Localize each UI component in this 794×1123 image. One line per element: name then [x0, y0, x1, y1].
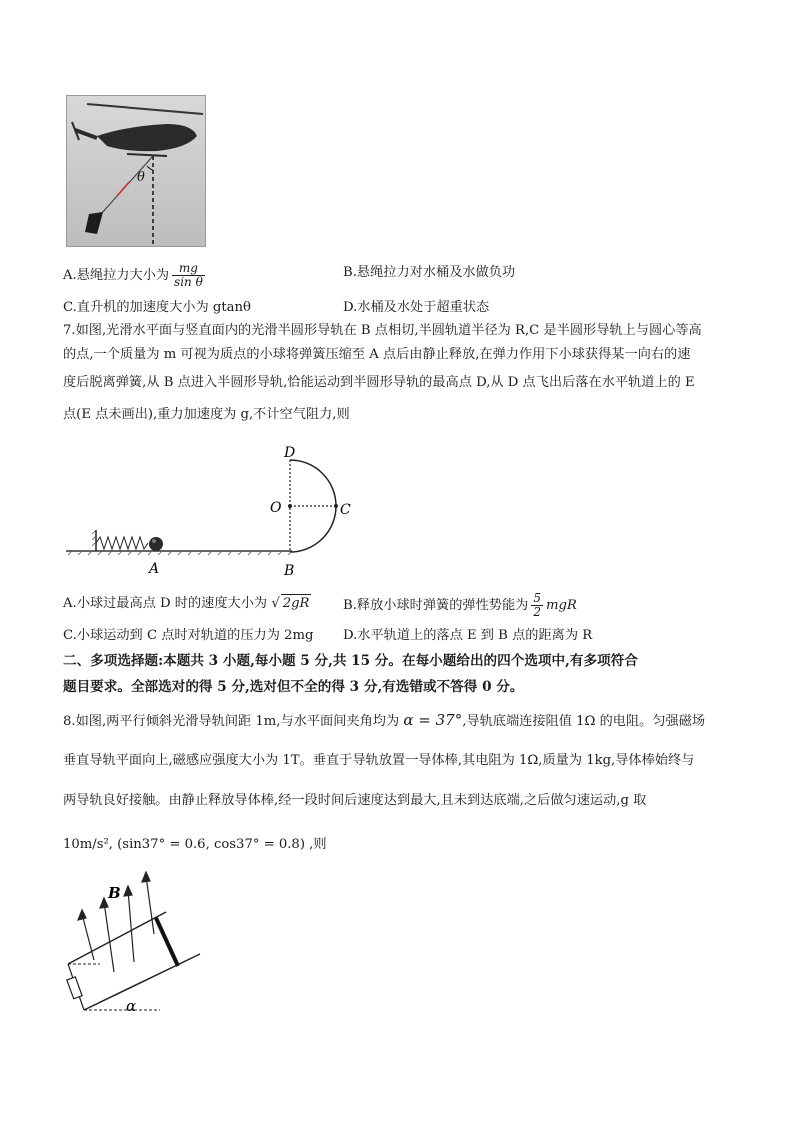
q8-diagram-svg	[60, 868, 210, 1018]
q6-option-a-denominator: sin θ	[174, 275, 203, 289]
q7-option-a	[63, 594, 311, 613]
q8-stem-line1-a: 8.如图,两平行倾斜光滑导轨间距 1m,与水平面间夹角均为	[63, 714, 400, 729]
q7-diagram-svg	[60, 440, 380, 585]
label-D: D	[284, 445, 296, 461]
q6-option-d: D.水桶及水处于超重状态	[343, 300, 490, 315]
label-C: C	[340, 502, 351, 518]
q8-stem-line1-b: ,导轨底端连接阻值 1Ω 的电阻。匀强磁场	[462, 714, 706, 729]
helicopter-photo-drawing	[67, 96, 205, 246]
q7-option-b-denominator: 2	[533, 605, 541, 619]
q7-diagram	[60, 440, 380, 585]
photo-theta-label: θ	[137, 170, 145, 185]
q8-diagram	[60, 868, 210, 1018]
q7-option-a-text: A.小球过最高点 D 时的速度大小为	[63, 596, 268, 611]
label-alpha: α	[126, 997, 137, 1015]
q7-option-c: C.小球运动到 C 点时对轨道的压力为 2mg	[63, 628, 314, 643]
q6-option-c: C.直升机的加速度大小为 gtanθ	[63, 300, 251, 315]
sqrt-symbol: √	[271, 596, 280, 611]
q7-stem-line3: 度后脱离弹簧,从 B 点进入半圆形导轨,恰能运动到半圆形导轨的最高点 D,从 D 点飞出后落在水平轨道上的 E	[63, 375, 695, 390]
label-B: B	[284, 563, 295, 579]
q7-option-b-numerator: 5	[533, 591, 541, 605]
q7-option-b-text: B.释放小球时弹簧的弹性势能为	[343, 598, 529, 613]
section2-header-line2: 题目要求。全部选对的得 5 分,选对但不全的得 3 分,有选错或不答得 0 分。	[63, 679, 524, 695]
q6-option-a-text: A.悬绳拉力大小为	[63, 268, 170, 283]
label-A: A	[149, 561, 160, 577]
q7-option-b-unit: mgR	[545, 598, 577, 613]
spring	[96, 537, 148, 549]
q6-option-a-numerator: mg	[172, 262, 205, 276]
q8-stem-line2: 垂直导轨平面向上,磁感应强度大小为 1T。垂直于导轨放置一导体棒,其电阻为 1Ω,质量为 1kg,导体棒始终与	[63, 753, 695, 768]
helicopter-photo	[66, 95, 206, 247]
q7-stem-line2: 的点,一个质量为 m 可视为质点的小球将弹簧压缩至 A 点后由静止释放,在弹力作用下小球获得某一向右的速	[63, 347, 691, 362]
q6-option-b: B.悬绳拉力对水桶及水做负功	[343, 265, 516, 280]
label-B-field: B	[108, 884, 121, 902]
section2-header-line1: 二、多项选择题:本题共 3 小题,每小题 5 分,共 15 分。在每小题给出的四个选项中,有多项符合	[63, 653, 638, 669]
q7-option-b	[343, 592, 577, 619]
q7-option-d: D.水平轨道上的落点 E 到 B 点的距离为 R	[343, 628, 593, 643]
semicircle-track	[290, 460, 336, 552]
q7-option-b-fraction	[531, 592, 543, 619]
resistor	[67, 977, 82, 999]
q7-stem-line4: 点(E 点未画出),重力加速度为 g,不计空气阻力,则	[63, 407, 350, 422]
q7-stem-line1: 7.如图,光滑水平面与竖直面内的光滑半圆形导轨在 B 点相切,半圆轨道半径为 R,C 是半圆形导轨上与圆心等高	[63, 323, 702, 338]
q6-option-a-fraction	[172, 262, 205, 289]
conductor-rod	[156, 918, 178, 966]
q6-option-a	[63, 262, 208, 289]
q7-option-a-radicand: 2gR	[282, 596, 310, 611]
q8-stem-line3: 两导轨良好接触。由静止释放导体棒,经一段时间后速度达到最大,且未到达底端,之后做匀速运动,g 取	[63, 793, 647, 808]
q8-stem-line1	[63, 711, 705, 731]
label-O: O	[270, 500, 282, 516]
q8-alpha-value: α = 37°	[403, 711, 463, 729]
ball	[149, 537, 163, 551]
q8-stem-line4: 10m/s², (sin37° = 0.6, cos37° = 0.8) ,则	[63, 837, 327, 852]
